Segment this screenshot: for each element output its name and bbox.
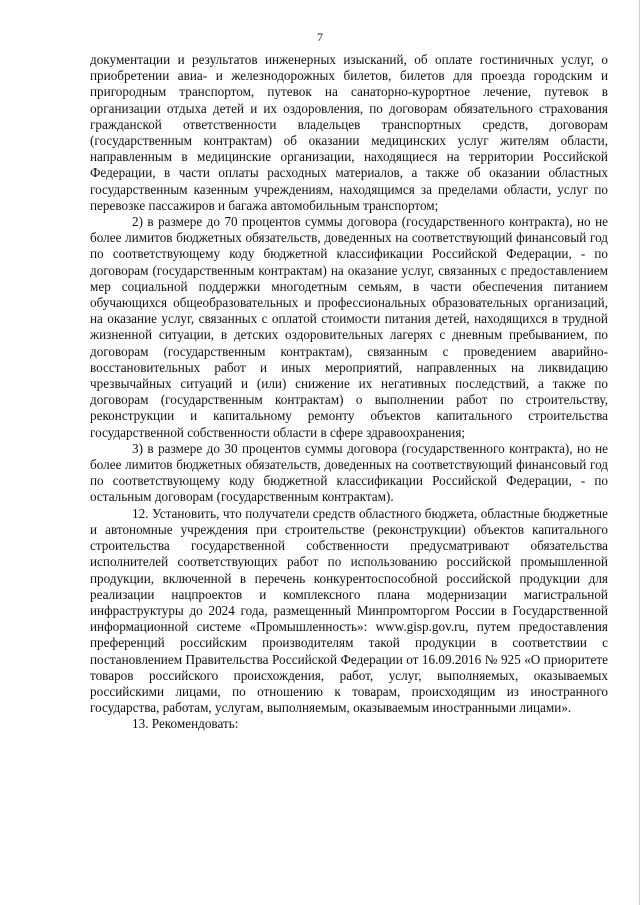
paragraph-clause-13: 13. Рекомендовать:	[132, 716, 239, 732]
paragraph-item-2: 2) в размере до 70 процентов суммы договора (государственного контракта), но не более лимитов бюджетных обязательств, доведенных на соответствующий финансовый год по соответствующему коду бюджетной классификации Российской Федерации, - по договорам (государственным контрактам) на оказание услуг, связанных с предоставлением мер социальной поддержки многодетным семьям, в части обеспечения питанием обучающихся общеобразовательных и профессиональных образовательных организаций, на оказание услуг, связанных с оплатой стоимости питания детей, находящихся в трудной жизненной ситуации, в детских оздоровительных лагерях с дневным пребыванием, по договорам (государственным контрактам), связанным с проведением аварийно-восстановительных работ и иных мероприятий, направленных на ликвидацию чрезвычайных ситуаций и (или) снижение их негативных последствий, а также по договорам (государственным контрактам) о выполнении работ по строительству, реконструкции и капитальному ремонту объектов капитального строительства государственной собственности области в сфере здравоохранения;	[90, 214, 608, 440]
paragraph-continuation: документации и результатов инженерных изысканий, об оплате гостиничных услуг, о приобретении авиа- и железнодорожных билетов, билетов для проезда городским и пригородным транспортом, путевок на санаторно-курортное лечение, путевок в организации отдыха детей и их оздоровления, по договорам обязательного страхования гражданской ответственности владельцев транспортных средств, договорам (государственным контрактам) об оказании медицинских услуг жителям области, направленным в медицинские организации, находящиеся на территории Российской Федерации, в части оплаты расходных материалов, а также об оказании областных государственным казенным учреждениям, находящимся за пределами области, услуг по перевозке пассажиров и багажа автомобильным транспортом;	[90, 52, 608, 213]
paragraph-item-3: 3) в размере до 30 процентов суммы договора (государственного контракта), но не более лимитов бюджетных обязательств, доведенных на соответствующий финансовый год по соответствующему коду бюджетной классификации Российской Федерации, - по остальным договорам (государственным контрактам).	[90, 440, 608, 505]
paragraph-clause-12: 12. Установить, что получатели средств областного бюджета, областные бюджетные и автономные учреждения при строительстве (реконструкции) объектов капитального строительства государственной собственности предусматривают обязательства исполнителей соответствующих работ по использованию российской промышленной продукции, включенной в перечень конкурентоспособной российской продукции для реализации нацпроектов и комплексного плана модернизации магистральной инфраструктуры до 2024 года, размещенный Минпромторгом России в Государственной информационной системе «Промышленность»: www.gisp.gov.ru, путем предоставления преференций российским производителям такой продукции в соответствии с постановлением Правительства Российской Федерации от 16.09.2016 № 925 «О приоритете товаров российского происхождения, работ, услуг, выполняемых, оказываемых российскими лицами, по отношению к товарам, происходящим из иностранного государства, работам, услугам, выполняемым, оказываемым иностранными лицами».	[90, 505, 608, 716]
document-body	[90, 52, 608, 733]
page-number: 7	[317, 30, 323, 44]
